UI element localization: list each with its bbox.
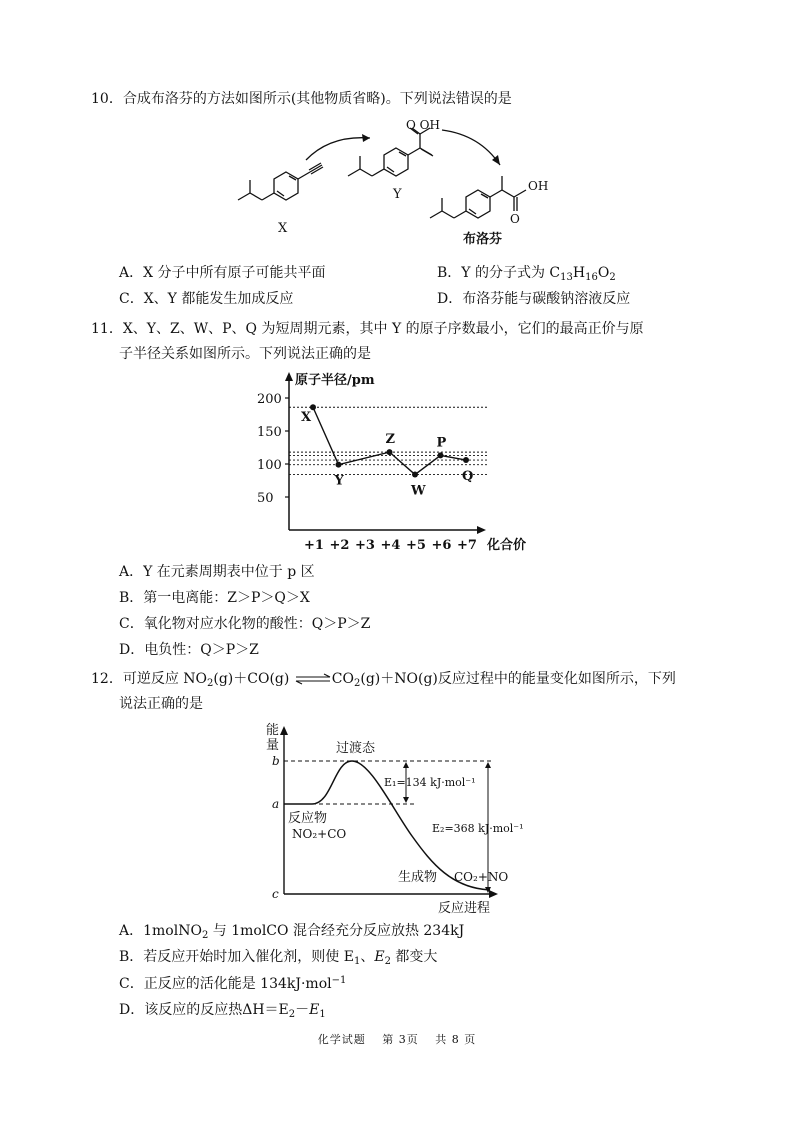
energy-profile-diagram	[262, 718, 524, 918]
product-formula: CO₂+NO	[454, 870, 509, 884]
ibuprofen-synthesis-scheme	[220, 110, 580, 250]
y-tick-label: 50	[257, 491, 274, 506]
point-label-q: Q	[462, 469, 474, 485]
q10-option-a: A．X 分子中所有原子可能共平面	[119, 265, 326, 281]
data-point-p	[438, 452, 444, 458]
q11-stem-line1: 11．X、Y、Z、W、P、Q 为短周期元素，其中 Y 的原子序数最小，它们的最高正价与原	[91, 321, 644, 337]
point-label-w: W	[411, 483, 426, 499]
data-point-y	[336, 462, 342, 468]
y-axis-label: 原子半径/pm	[295, 373, 375, 388]
x-tick-label: +2	[329, 538, 350, 553]
q11-option-b: B．第一电离能：Z＞P＞Q＞X	[119, 590, 310, 606]
q12-option-c: C．正反应的活化能是 134kJ·mol$^{-1}$	[119, 975, 347, 992]
point-label-y: Y	[334, 473, 344, 489]
x-tick-label: +7	[457, 538, 477, 553]
x-tick-label: +6	[431, 538, 452, 553]
molecule-x	[238, 163, 323, 200]
reactant-label: 反应物	[288, 811, 328, 826]
label-x: X	[278, 221, 288, 236]
q12-stem-line1: 12．可逆反应 $NO_2(g)+CO(g)$ $CO_2(g)+NO(g)$反应过程中的能量变化如图所示，下列	[91, 671, 676, 689]
q11-stem-line2: 子半径关系如图所示。下列说法正确的是	[119, 346, 371, 362]
reactant-formula: NO₂+CO	[292, 827, 347, 841]
q11-option-a: A．Y 在元素周期表中位于 p 区	[119, 564, 315, 580]
y-tick-label: 100	[257, 458, 282, 473]
q10-option-b: B．Y 的分子式为 $C_{13}H_{16}O_2$	[437, 265, 616, 283]
data-point-z	[387, 449, 393, 455]
label-y-cooh: O OH	[406, 118, 440, 132]
transition-state-label: 过渡态	[336, 741, 376, 756]
y-tick-label: 200	[257, 392, 282, 407]
progress-axis-label: 反应进程	[438, 901, 491, 916]
point-label-z: Z	[385, 432, 395, 448]
q12-stem-line2: 说法正确的是	[119, 696, 203, 712]
x-tick-label: +4	[380, 538, 401, 553]
product-label: 生成物	[398, 870, 438, 885]
q10-option-d: D．布洛芬能与碳酸钠溶液反应	[437, 291, 631, 307]
energy-axis-label-2: 量	[266, 738, 280, 753]
reaction-arrow-2	[442, 130, 500, 165]
x-tick-label: +5	[406, 538, 426, 553]
e1-label: E₁=134 kJ·mol⁻¹	[384, 776, 476, 789]
label-y: Y	[393, 187, 402, 202]
q12-option-b: B．若反应开始时加入催化剂，则使 $E_1$、$E_2$ 都变大	[119, 949, 438, 967]
level-c: c	[272, 887, 279, 901]
point-label-p: P	[436, 435, 447, 451]
x-tick-label: +1	[304, 538, 324, 553]
level-a: a	[272, 797, 280, 811]
x-tick-label: +3	[355, 538, 375, 553]
footer-total: 共 8 页	[435, 1033, 477, 1046]
q12-option-a: A．1molNO$_2$ 与 1molCO 混合经充分反应放热 234kJ	[119, 923, 465, 941]
energy-axis-label-1: 能	[266, 723, 280, 738]
label-product-oh: OH	[528, 179, 549, 193]
point-label-x: X	[301, 410, 312, 426]
y-tick-label: 150	[257, 425, 282, 440]
q11-option-c: C．氧化物对应水化物的酸性：Q＞P＞Z	[119, 616, 371, 632]
radius-valence-chart	[255, 368, 545, 558]
q12-option-d: D．该反应的反应热$\Delta H=E_2-E_1$	[119, 1002, 326, 1020]
footer-page: 第 3页	[382, 1033, 419, 1046]
level-b: b	[272, 754, 280, 768]
label-product-o: O	[510, 212, 520, 226]
molecule-y	[348, 128, 433, 176]
e2-label: E₂=368 kJ·mol⁻¹	[432, 822, 524, 835]
q11-option-d: D．电负性：Q＞P＞Z	[119, 642, 259, 658]
data-point-q	[463, 457, 469, 463]
data-point-w	[412, 472, 418, 478]
x-axis-label: 化合价	[487, 538, 527, 553]
q10-option-c: C．X、Y 都能发生加成反应	[119, 291, 294, 307]
equilibrium-arrow-icon	[294, 673, 332, 685]
q10-stem: 10．合成布洛芬的方法如图所示(其他物质省略)。下列说法错误的是	[91, 91, 512, 107]
page-footer	[0, 1031, 794, 1047]
label-ibuprofen: 布洛芬	[463, 232, 503, 247]
footer-subject: 化学试题	[317, 1033, 366, 1046]
